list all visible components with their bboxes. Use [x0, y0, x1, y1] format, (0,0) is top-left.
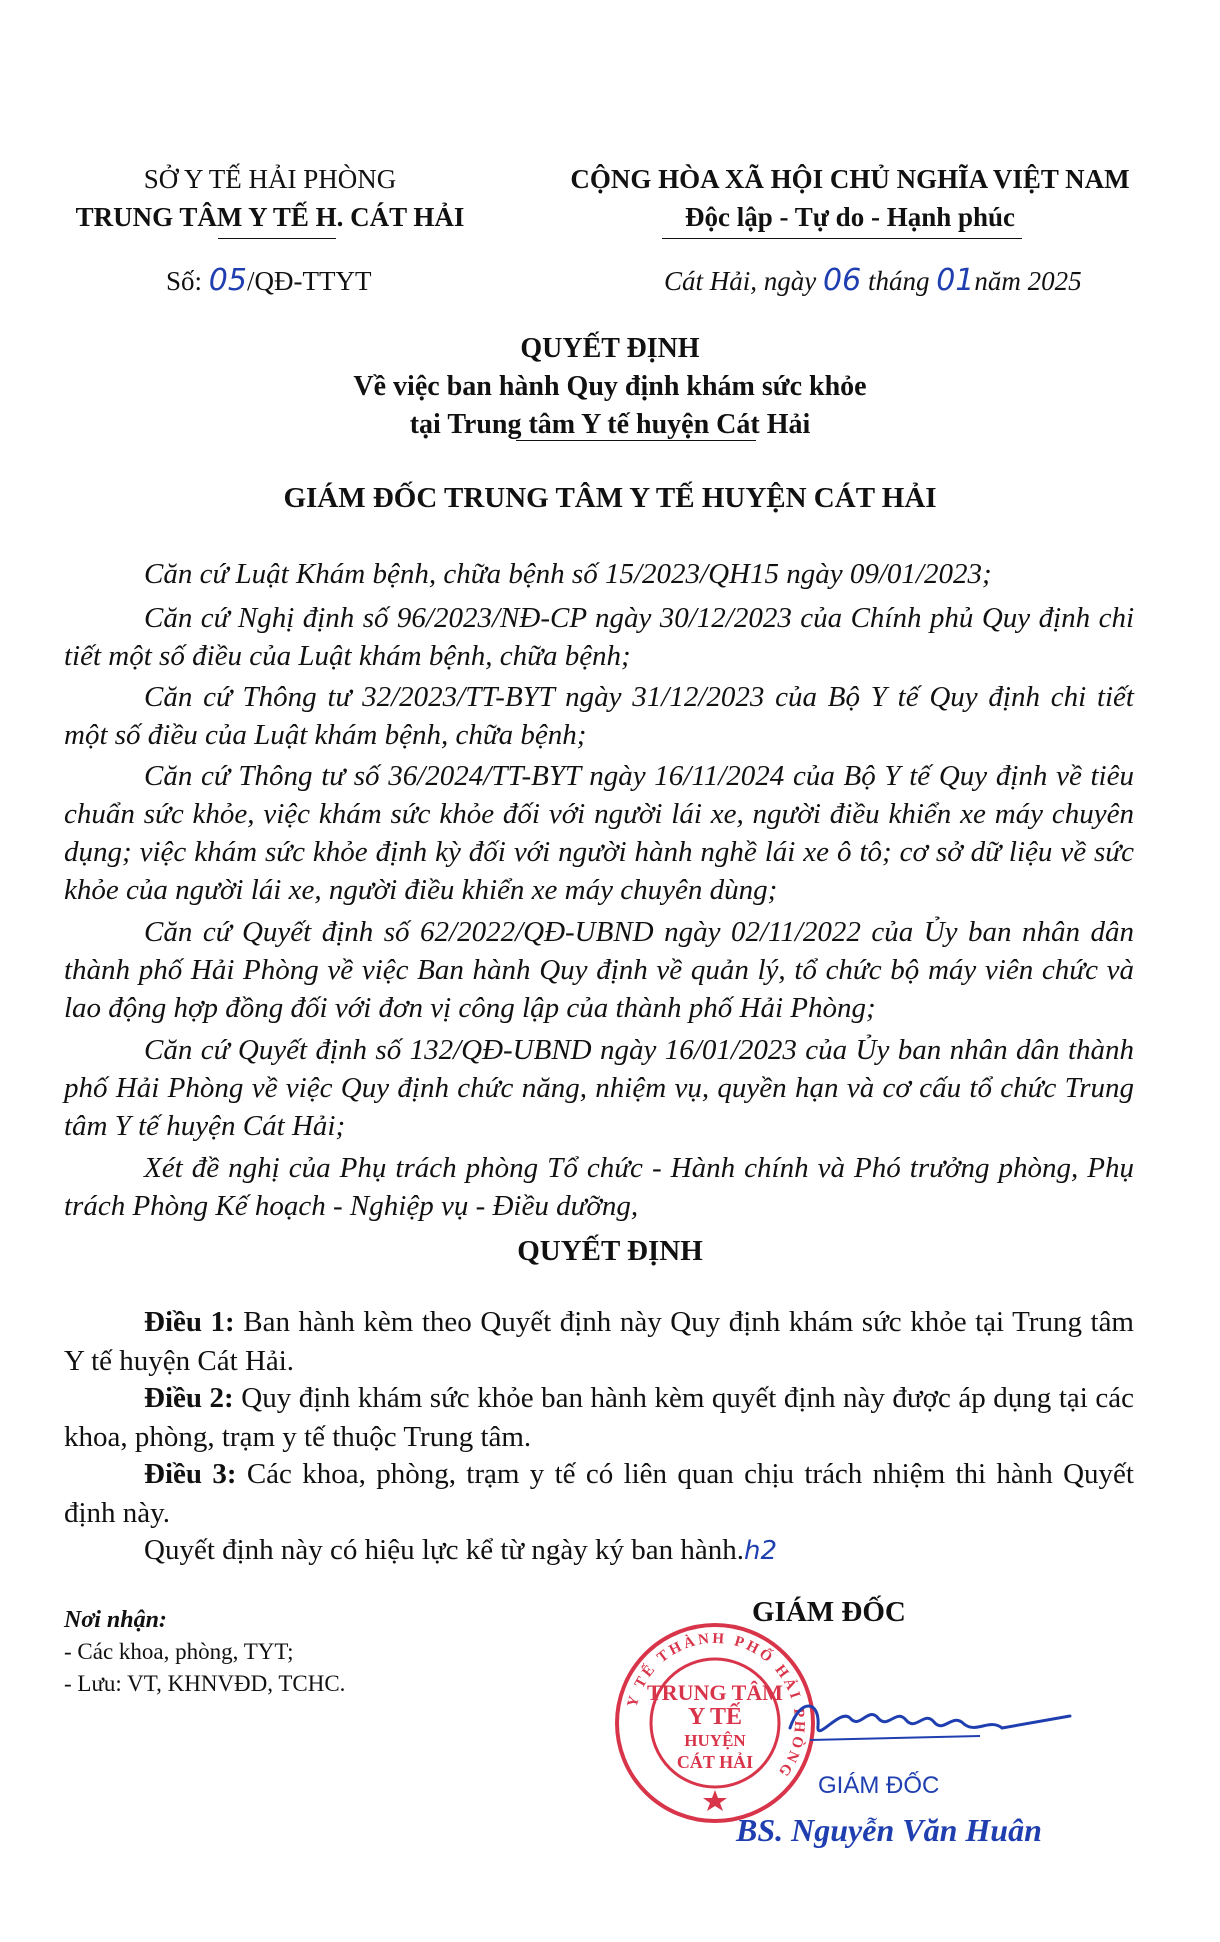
- legal-basis-4: Căn cứ Thông tư số 36/2024/TT-BYT ngày 16/11/2024 của Bộ Y tế Quy định về tiêu chuẩn sức khỏe, việc khám sức khỏe đối với người lái xe, người điều khiển xe máy chuyên dụng; việc khám sức khỏe định kỳ đối với người hành nghề lái xe ô tô; cơ sở dữ liệu về sức khỏe của người lái xe, người điều khiển xe máy chuyên dùng;: [64, 760, 1134, 906]
- title-underline: [516, 440, 756, 441]
- stamp-line1: TRUNG TÂM: [647, 1680, 783, 1705]
- agency-parent: SỞ Y TẾ HẢI PHÒNG: [143, 164, 397, 194]
- number-prefix: Số:: [166, 266, 203, 296]
- article-2: [64, 1379, 1134, 1457]
- date-prefix: Cát Hải, ngày: [664, 266, 817, 296]
- document-number: [166, 262, 371, 300]
- decision-heading: QUYẾT ĐỊNH: [517, 1235, 703, 1267]
- signer-name: BS. Nguyễn Văn Huân: [736, 1812, 1042, 1848]
- motto: Độc lập - Tự do - Hạnh phúc: [684, 202, 1016, 232]
- effective-clause: [64, 1531, 1134, 1571]
- stamp-line2: Y TẾ: [687, 1704, 743, 1730]
- article-3-label: Điều 3:: [144, 1458, 237, 1490]
- legal-basis-3: Căn cứ Thông tư 32/2023/TT-BYT ngày 31/12/2023 của Bộ Y tế Quy định chi tiết một số điều của Luật khám bệnh, chữa bệnh;: [64, 681, 1134, 751]
- issuing-authority: GIÁM ĐỐC TRUNG TÂM Y TẾ HUYỆN CÁT HẢI: [283, 482, 937, 514]
- date-day-handwritten: 06: [823, 263, 862, 298]
- stamp-line3: HUYỆN: [684, 1731, 746, 1750]
- number-handwritten: 05: [208, 263, 247, 298]
- stamp-ring-text: Y TẾ THÀNH PHỐ HẢI PHÒNG: [624, 1630, 808, 1782]
- article-3: [64, 1455, 1134, 1533]
- effective-text: Quyết định này có hiệu lực kể từ ngày ký ban hành.: [144, 1534, 745, 1566]
- legal-basis-1: Căn cứ Luật Khám bệnh, chữa bệnh số 15/2023/QH15 ngày 09/01/2023;: [144, 558, 992, 590]
- motto-underline: [662, 238, 1022, 239]
- legal-basis-6: Căn cứ Quyết định số 132/QĐ-UBND ngày 16/01/2023 của Ủy ban nhân dân thành phố Hải Phòng về việc Quy định chức năng, nhiệm vụ, quyền hạn và cơ cấu tổ chức Trung tâm Y tế huyện Cát Hải;: [64, 1034, 1134, 1142]
- decision-title: [0, 330, 1220, 444]
- legal-basis-5: Căn cứ Quyết định số 62/2022/QĐ-UBND ngày 02/11/2022 của Ủy ban nhân dân thành phố Hải Phòng về việc Ban hành Quy định về quản lý, tổ chức bộ máy viên chức và lao động hợp đồng đối với đơn vị công lập của thành phố Hải Phòng;: [64, 916, 1134, 1024]
- article-3-text: Các khoa, phòng, trạm y tế có liên quan chịu trách nhiệm thi hành Quyết định này.: [64, 1458, 1134, 1529]
- title-line2: Về việc ban hành Quy định khám sức khỏe: [353, 371, 867, 402]
- stamp-director-title: GIÁM ĐỐC: [818, 1772, 940, 1799]
- country-name: CỘNG HÒA XÃ HỘI CHỦ NGHĨA VIỆT NAM: [570, 164, 1130, 194]
- effective-initials: h2: [744, 1536, 778, 1566]
- date-year: năm 2025: [974, 266, 1082, 296]
- agency-underline: [218, 238, 336, 239]
- recipient-item-2: - Lưu: VT, KHNVĐD, TCHC.: [64, 1671, 346, 1696]
- signature-title: GIÁM ĐỐC: [752, 1596, 906, 1628]
- title-line1: QUYẾT ĐỊNH: [520, 333, 700, 364]
- title-line3: tại Trung tâm Y tế huyện Cát Hải: [409, 409, 811, 440]
- date-month-word: tháng: [867, 266, 930, 296]
- legal-basis-2: Căn cứ Nghị định số 96/2023/NĐ-CP ngày 30/12/2023 của Chính phủ Quy định chi tiết một số điều của Luật khám bệnh, chữa bệnh;: [64, 602, 1134, 672]
- recipients: [64, 1604, 345, 1700]
- header-right: [510, 160, 1190, 236]
- date-month-handwritten: 01: [936, 263, 975, 298]
- recipients-heading: Nơi nhận:: [64, 1607, 167, 1633]
- article-2-label: Điều 2:: [144, 1382, 234, 1414]
- legal-basis-7: Xét đề nghị của Phụ trách phòng Tổ chức - Hành chính và Phó trưởng phòng, Phụ trách Phòng Kế hoạch - Nghiệp vụ - Điều dưỡng,: [64, 1152, 1134, 1222]
- stamp-line4: CÁT HẢI: [676, 1752, 754, 1772]
- header-left: [40, 160, 500, 236]
- article-1-text: Ban hành kèm theo Quyết định này Quy định khám sức khỏe tại Trung tâm Y tế huyện Cát Hải.: [64, 1306, 1134, 1377]
- article-2-text: Quy định khám sức khỏe ban hành kèm quyết định này được áp dụng tại các khoa, phòng, trạm y tế thuộc Trung tâm.: [64, 1382, 1134, 1453]
- article-1: [64, 1303, 1134, 1381]
- number-suffix: /QĐ-TTYT: [246, 266, 372, 296]
- document-date: [664, 262, 1082, 300]
- recipient-item-1: - Các khoa, phòng, TYT;: [64, 1639, 294, 1664]
- article-1-label: Điều 1:: [144, 1306, 235, 1338]
- handwritten-signature-icon: [780, 1688, 1080, 1758]
- agency-name: TRUNG TÂM Y TẾ H. CÁT HẢI: [75, 202, 465, 232]
